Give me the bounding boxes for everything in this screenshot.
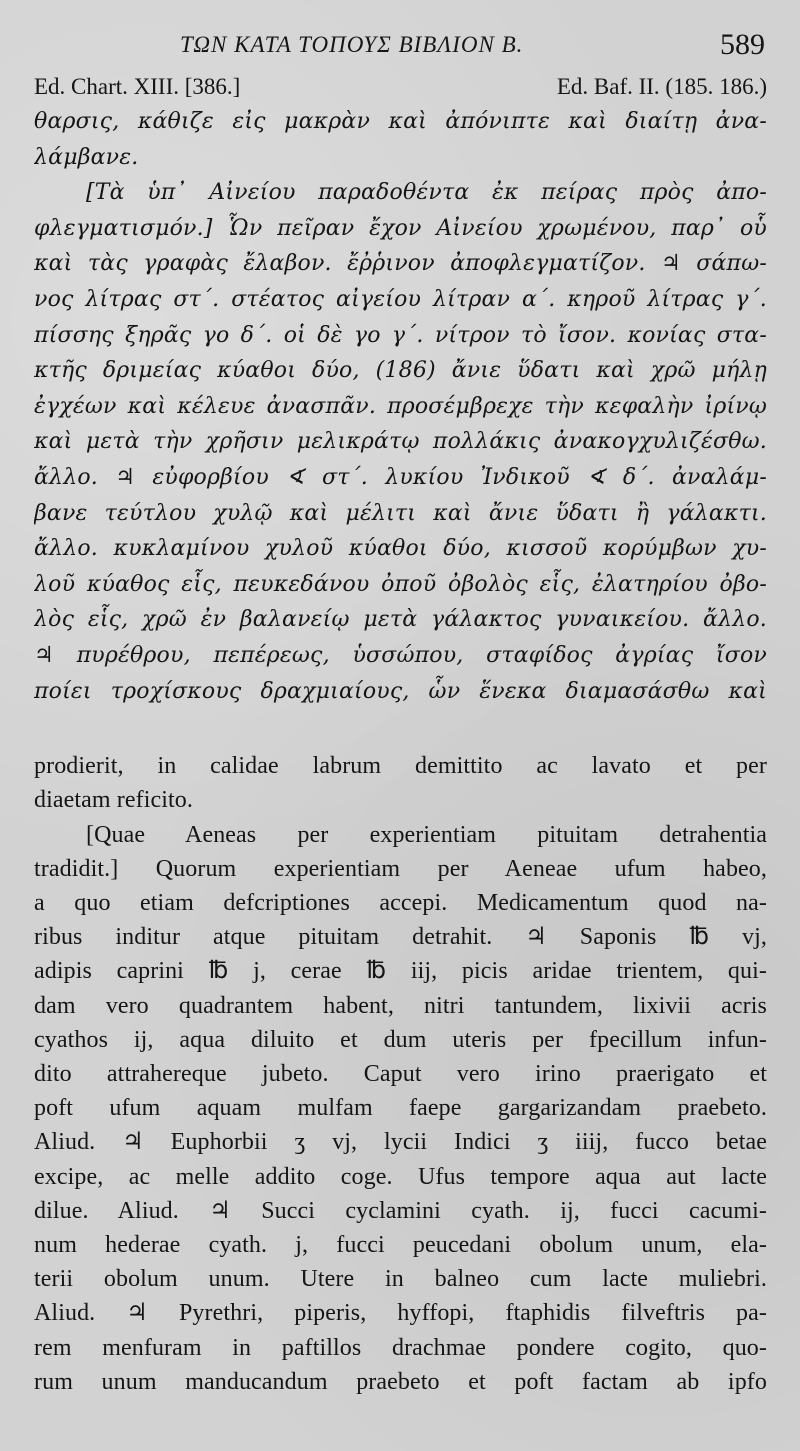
greek-line: λάμβανε.	[34, 144, 139, 170]
latin-line: ribus inditur atque pituitam detrahit. ♃ Saponis ℔ vj,	[34, 924, 767, 951]
latin-line: a quo etiam defcriptiones accepi. Medicamentum quod na-	[34, 889, 767, 916]
latin-line: dilue. Aliud. ♃ Succi cyclamini cyath. ij, fucci cacumi-	[34, 1197, 767, 1224]
latin-line: num hederae cyath. j, fucci peucedani obolum unum, ela-	[34, 1231, 767, 1258]
latin-line: rem menfuram in paftillos drachmae pondere cogito, quo-	[34, 1334, 767, 1361]
edition-basel-reference: Ed. Baf. II. (185. 186.)	[556, 74, 767, 99]
latin-line: terii obolum unum. Utere in balneo cum lacte muliebri.	[34, 1266, 767, 1293]
greek-line: πίσσης ξηρᾶς γο δ΄. οἱ δὲ γο γ΄. νίτρον τὸ ἴσον. κονίας στα-	[34, 322, 767, 348]
latin-line: tradidit.] Quorum experientiam per Aeneae ufum habeo,	[34, 855, 767, 882]
greek-line: ♃ πυρέθρου, πεπέρεως, ὑσσώπου, σταφίδος ἀγρίας ἴσον	[34, 642, 767, 668]
latin-line: cyathos ij, aqua diluito et dum uteris per fpecillum infun-	[34, 1026, 767, 1053]
latin-line: excipe, ac melle addito coge. Ufus tempore aqua aut lacte	[34, 1163, 767, 1190]
latin-line: prodierit, in calidae labrum demittito ac lavato et per	[34, 753, 767, 780]
latin-line: adipis caprini ℔ j, cerae ℔ iij, picis aridae trientem, qui-	[34, 958, 767, 985]
page-number: 589	[720, 28, 765, 61]
latin-line: poft ufum aquam mulfam faepe gargarizandam praebeto.	[34, 1095, 767, 1122]
latin-text-block	[34, 749, 767, 1399]
greek-line: θαρσις, κάθιζε εἰς μακρὰν καὶ ἀπόνιπτε καὶ διαίτῃ ἀνα-	[34, 109, 767, 134]
latin-line: [Quae Aeneas per experientiam pituitam detrahentia	[86, 821, 767, 848]
greek-line: ἄλλο. κυκλαμίνου χυλοῦ κύαθοι δύο, κισσοῦ κορύμβων χυ-	[34, 536, 767, 562]
greek-line: φλεγματισμόν.] Ὧν πεῖραν ἔχον Αἰνείου χρωμένου, παρ᾽ οὗ	[34, 215, 767, 241]
greek-text-block	[34, 104, 767, 709]
greek-line: λοῦ κύαθος εἷς, πευκεδάνου ὀποῦ ὀβολὸς εἷς, ἐλατηρίου ὀβο-	[34, 571, 767, 597]
latin-line: Aliud. ♃ Pyrethri, piperis, hyffopi, ftaphidis filveftris pa-	[34, 1300, 767, 1327]
greek-line: [Τὰ ὑπ᾽ Αἰνείου παραδοθέντα ἐκ πείρας πρὸς ἀπο-	[86, 180, 767, 206]
edition-chart-reference: Ed. Chart. XIII. [386.]	[34, 74, 241, 99]
latin-line: rum unum manducandum praebeto et poft factam ab ipfo	[34, 1368, 767, 1395]
greek-line: λὸς εἷς, χρῶ ἐν βαλανείῳ μετὰ γάλακτος γυναικείου. ἄλλο.	[34, 607, 767, 633]
greek-line: ποίει τροχίσκους δραχμιαίους, ὧν ἕνεκα διαμασάσθω καὶ	[34, 678, 767, 704]
greek-line: νος λίτρας στ΄. στέατος αἰγείου λίτραν α΄. κηροῦ λίτρας γ΄.	[34, 286, 767, 312]
greek-line: ἐγχέων καὶ κέλευε ἀνασπᾶν. προσέμβρεχε τὴν κεφαλὴν ἰρίνῳ	[34, 393, 767, 419]
greek-line: κτῆς δριμείας κύαθοι δύο, (186) ἄνιε ὕδατι καὶ χρῶ μήλῃ	[34, 358, 767, 384]
greek-line: βανε τεύτλου χυλῷ καὶ μέλιτι καὶ ἄνιε ὕδατι ἢ γάλακτι.	[34, 500, 767, 526]
edition-reference-line	[34, 74, 767, 104]
latin-line: Aliud. ♃ Euphorbii ʒ vj, lycii Indici ʒ iiij, fucco betae	[34, 1129, 767, 1156]
greek-line: ἄλλο. ♃ εὐφορβίου ∢ στ΄. λυκίου Ἰνδικοῦ ∢ δ΄. ἀναλάμ-	[34, 464, 767, 490]
latin-line: diaetam reficito.	[34, 787, 193, 814]
latin-line: dito attrahereque jubeto. Caput vero irino praerigato et	[34, 1060, 767, 1087]
running-title: ΤΩΝ ΚΑΤΑ ΤΟΠΟΥΣ ΒΙΒΛΙΟΝ Β.	[180, 32, 524, 57]
latin-line: dam vero quadrantem habent, nitri tantundem, lixivii acris	[34, 992, 767, 1019]
greek-line: καὶ μετὰ τὴν χρῆσιν μελικράτῳ πολλάκις ἀνακογχυλιζέσθω.	[34, 429, 767, 455]
running-head	[34, 28, 767, 61]
greek-line: καὶ τὰς γραφὰς ἔλαβον. ἔῤῥινον ἀποφλεγματίζον. ♃ σάπω-	[34, 251, 767, 277]
